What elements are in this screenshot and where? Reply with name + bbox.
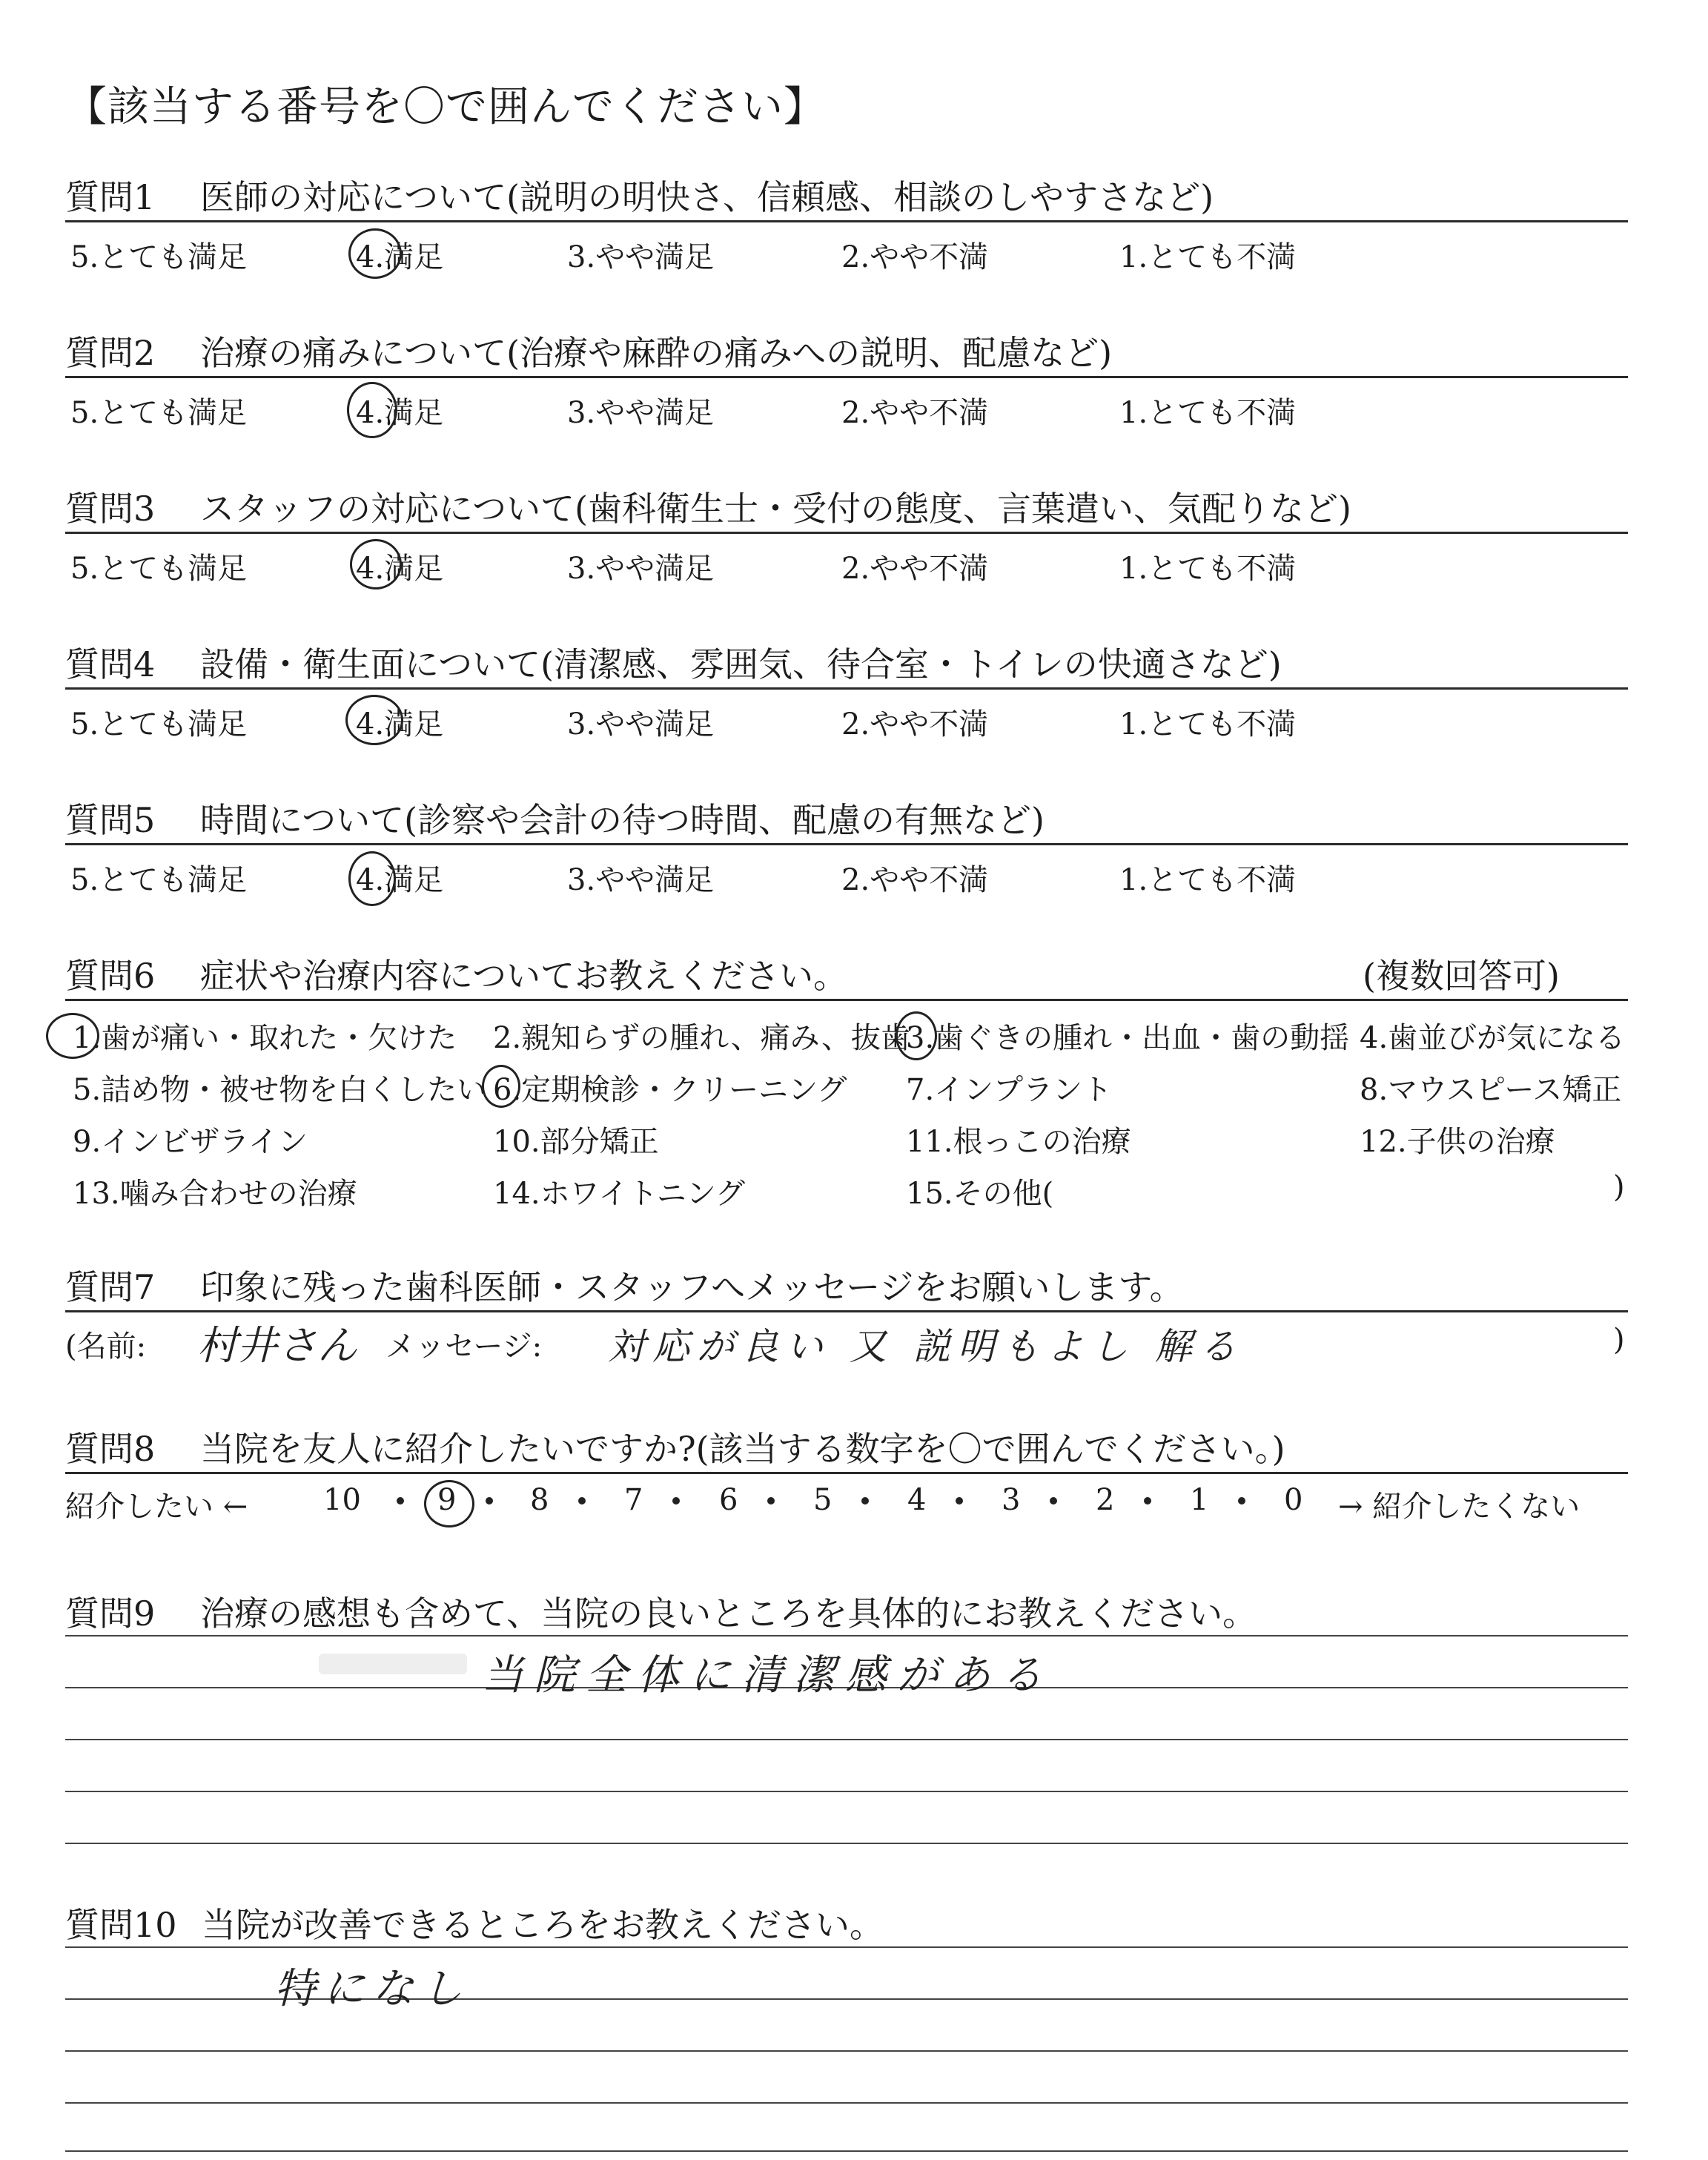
redaction-mark [319, 1654, 467, 1674]
q8-scale-5[interactable]: 5 [813, 1483, 833, 1517]
q6-option-10[interactable]: 10.部分矯正 [493, 1125, 659, 1159]
q10-label: 質問10 [65, 1905, 177, 1945]
q6-label: 質問6 [65, 956, 156, 996]
q8-right-label: → 紹介したくない [1338, 1490, 1580, 1524]
q6-other-close-paren: ) [1613, 1170, 1625, 1204]
q6-option-1[interactable]: 1.歯が痛い・取れた・欠けた [73, 1021, 457, 1055]
q6-text: 症状や治療内容についてお教えください。 [200, 956, 848, 996]
q7-name-value[interactable]: 村井さん [197, 1322, 357, 1369]
q9-label: 質問9 [65, 1593, 156, 1634]
q5-option-5[interactable]: 5.とても満足 [70, 863, 248, 897]
q7-name-label: (名前: [65, 1330, 147, 1364]
q4-option-1[interactable]: 1.とても不満 [1119, 707, 1297, 742]
q10-line-5 [65, 2150, 1628, 2152]
q4-text: 設備・衛生面について(清潔感、雰囲気、待合室・トイレの快適さなど) [200, 644, 1282, 684]
q9-line-5 [65, 1843, 1628, 1844]
q10-line-4 [65, 2102, 1628, 2104]
q4-option-2[interactable]: 2.やや不満 [841, 707, 989, 742]
q3-label: 質問3 [65, 489, 156, 529]
q8-scale-0[interactable]: 0 [1284, 1483, 1303, 1517]
q6-option-13[interactable]: 13.噛み合わせの治療 [73, 1177, 357, 1211]
q9-answer[interactable]: 当院全体に清潔感がある [482, 1651, 1053, 1700]
q2-option-4[interactable]: 4.満足 [356, 396, 444, 430]
q5-option-1[interactable]: 1.とても不満 [1119, 863, 1297, 897]
q8-text: 当院を友人に紹介したいですか?(該当する数字を〇で囲んでください。) [200, 1429, 1285, 1469]
q8-scale-8[interactable]: 8 [530, 1483, 549, 1517]
q9-line-1 [65, 1635, 1628, 1636]
q1-option-5[interactable]: 5.とても満足 [70, 240, 248, 274]
q5-option-2[interactable]: 2.やや不満 [841, 863, 989, 897]
q8-label: 質問8 [65, 1429, 156, 1469]
q5-label: 質問5 [65, 800, 156, 840]
q1-option-3[interactable]: 3.やや満足 [567, 240, 715, 274]
q8-scale-1[interactable]: 1 [1190, 1483, 1209, 1517]
q1-option-4[interactable]: 4.満足 [356, 240, 444, 274]
q10-line-1 [65, 1946, 1628, 1948]
q2-option-5[interactable]: 5.とても満足 [70, 396, 248, 430]
q3-option-5[interactable]: 5.とても満足 [70, 552, 248, 586]
q7-text: 印象に残った歯科医師・スタッフへメッセージをお願いします。 [200, 1267, 1184, 1307]
q6-option-5[interactable]: 5.詰め物・被せ物を白くしたい [73, 1073, 487, 1107]
q6-option-11[interactable]: 11.根っこの治療 [906, 1125, 1131, 1159]
q8-scale-10[interactable]: 10 [323, 1483, 361, 1517]
q3-text: スタッフの対応について(歯科衛生士・受付の態度、言葉遣い、気配りなど) [200, 489, 1351, 529]
q2-label: 質問2 [65, 333, 156, 373]
q8-scale-6[interactable]: 6 [719, 1483, 738, 1517]
q7-message-label: メッセージ: [385, 1330, 543, 1364]
q10-answer[interactable]: 特になし [274, 1965, 470, 2013]
q5-text: 時間について(診察や会計の待つ時間、配慮の有無など) [200, 800, 1045, 840]
q9-text: 治療の感想も含めて、当院の良いところを具体的にお教えください。 [200, 1593, 1257, 1634]
q6-option-3[interactable]: 3.歯ぐきの腫れ・出血・歯の動揺 [906, 1021, 1350, 1055]
q5-option-4[interactable]: 4.満足 [356, 863, 444, 897]
q1-option-1[interactable]: 1.とても不満 [1119, 240, 1297, 274]
q6-option-6[interactable]: 6.定期検診・クリーニング [493, 1073, 847, 1107]
q2-option-3[interactable]: 3.やや満足 [567, 396, 715, 430]
q10-line-3 [65, 2050, 1628, 2052]
q2-option-2[interactable]: 2.やや不満 [841, 396, 989, 430]
q5-option-3[interactable]: 3.やや満足 [567, 863, 715, 897]
q2-option-1[interactable]: 1.とても不満 [1119, 396, 1297, 430]
q4-option-4[interactable]: 4.満足 [356, 707, 444, 742]
q6-option-9[interactable]: 9.インビザライン [73, 1125, 308, 1159]
q8-left-label: 紹介したい ← [65, 1490, 248, 1524]
q1-text: 医師の対応について(説明の明快さ、信頼感、相談のしやすさなど) [200, 177, 1214, 217]
q3-option-1[interactable]: 1.とても不満 [1119, 552, 1297, 586]
q3-option-3[interactable]: 3.やや満足 [567, 552, 715, 586]
q3-option-2[interactable]: 2.やや不満 [841, 552, 989, 586]
q4-option-5[interactable]: 5.とても満足 [70, 707, 248, 742]
q7-close-paren: ) [1613, 1323, 1625, 1357]
page-title: 【該当する番号を〇で囲んでください】 [65, 83, 826, 131]
q6-option-2[interactable]: 2.親知らずの腫れ、痛み、抜歯 [493, 1021, 910, 1055]
q6-option-7[interactable]: 7.インプラント [906, 1073, 1113, 1107]
q6-option-14[interactable]: 14.ホワイトニング [493, 1177, 746, 1211]
q9-line-4 [65, 1791, 1628, 1792]
q7-label: 質問7 [65, 1267, 156, 1307]
q6-option-4[interactable]: 4.歯並びが気になる [1360, 1021, 1626, 1055]
q8-scale-2[interactable]: 2 [1096, 1483, 1115, 1517]
q6-note: (複数回答可) [1363, 956, 1560, 996]
q6-option-8[interactable]: 8.マウスピース矯正 [1360, 1073, 1622, 1107]
q8-selection-circle [424, 1480, 474, 1527]
q1-label: 質問1 [65, 177, 156, 217]
q6-option-15-other[interactable]: 15.その他( [906, 1177, 1054, 1211]
q9-line-3 [65, 1739, 1628, 1740]
q1-option-2[interactable]: 2.やや不満 [841, 240, 989, 274]
q8-scale-3[interactable]: 3 [1002, 1483, 1021, 1517]
q6-option-12[interactable]: 12.子供の治療 [1360, 1125, 1555, 1159]
q4-label: 質問4 [65, 644, 156, 684]
q7-message-value[interactable]: 対応が良い 又 説明もよし 解る [608, 1325, 1244, 1368]
q10-text: 当院が改善できるところをお教えください。 [202, 1905, 884, 1945]
q2-text: 治療の痛みについて(治療や麻酔の痛みへの説明、配慮など) [200, 333, 1113, 373]
q8-scale-7[interactable]: 7 [624, 1483, 643, 1517]
q8-scale-4[interactable]: 4 [907, 1483, 927, 1517]
q8-scale-9[interactable]: 9 [437, 1483, 457, 1517]
q4-option-3[interactable]: 3.やや満足 [567, 707, 715, 742]
q3-option-4[interactable]: 4.満足 [356, 552, 444, 586]
